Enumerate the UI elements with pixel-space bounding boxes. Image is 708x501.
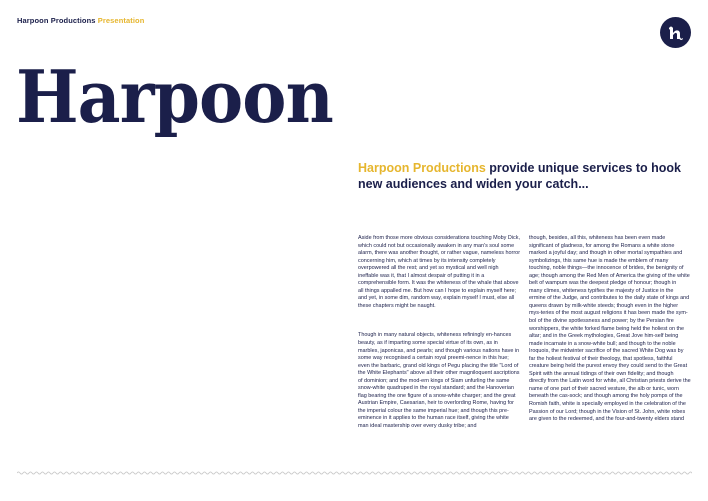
hero-title: Harpoon: [16, 54, 333, 139]
paragraph: Aside from those more obvious considerations touching Moby Dick, which could not but occasionally awaken in any man's soul some alarm, there was another thought, or rather vague, nameless horror concerning him, which at times by its intensity completely overpowered all the rest; and yet so mystical and well nigh ineffable was it, that I almost despair of putting it in a comprehensible form. It was the whiteness of the whale that above all things appalled me. But how can I hope to explain myself here; and yet, in some dim, random way, explain myself I must, else all these chapters might be naught.: [358, 235, 521, 309]
section-name: Presentation: [97, 16, 145, 25]
body-column-right: [529, 235, 691, 424]
wave-divider-icon: [17, 470, 692, 476]
harpoon-h-logo-icon: [660, 17, 691, 48]
brand-name: Harpoon Productions: [17, 16, 96, 25]
tagline: [358, 160, 688, 192]
paragraph: though, besides, all this, whiteness has been even made significant of gladness, for among the Romans a white stone marked a joyful day; and though in other mortal sympathies and symbolizings, this same hue is made the emblem of many touching, noble things—the innocence of brides, the benignity of age; though among the Red Men of America the giving of the white belt of wampum was the deepest pledge of honour; though in many climes, whiteness typifies the majesty of Justice in the ermine of the Judge, and contributes to the daily state of kings and queens drawn by milk-white steeds; though even in the higher mys-teries of the most august religions it has been made the sym-bol of the divine spotlessness and power; by the Persian fire worshippers, the white forked flame being held the holiest on the altar; and in the Greek mythologies, Great Jove him-self being made incarnate in a snow-white bull; and though to the noble Iroquois, the midwinter sacrifice of the sacred White Dog was by far the holiest festival of their theology, that spotless, faithful creature being held the purest envoy they could send to the Great Spirit with the annual tidings of their own fidelity; and though directly from the Latin word for white, all Christian priests derive the name of one part of their sacred vesture, the alb or tunic, worn beneath the cas-sock; and though among the holy pomps of the Romish faith, white is specially employed in the celebration of the Passion of our Lord; though in the Vision of St. John, white robes are given to the redeemed, and the four-and-twenty elders stand: [529, 235, 691, 423]
tagline-text: provide unique services to hook new audiences and widen your catch...: [358, 161, 681, 191]
header-brand: [17, 16, 144, 25]
logo-glyph-icon: [667, 25, 685, 41]
paragraph: Though in many natural objects, whiteness refiningly en-hances beauty, as if imparting some special virtue of its own, as in marbles, japonicas, and pearls; and though various nations have in some way recognised a certain royal preemi-nence in this hue; even the barbaric, grand old kings of Pegu placing the title "Lord of the White Elephants" above all their other magniloquent ascriptions of dominion; and the mod-ern kings of Siam unfurling the same snow-white quadruped in the royal standard; and the Hanoverian flag bearing the one figure of a snow-white charger; and the great Austrian Empire, Caesarian, heir to overlording Rome, having for the imperial colour the same imperial hue; and though this pre-eminence in it applies to the human race itself, giving the white man ideal mastership over every dusky tribe; and: [358, 332, 520, 430]
body-column-left: [358, 235, 520, 431]
tagline-accent: Harpoon Productions: [358, 161, 486, 175]
